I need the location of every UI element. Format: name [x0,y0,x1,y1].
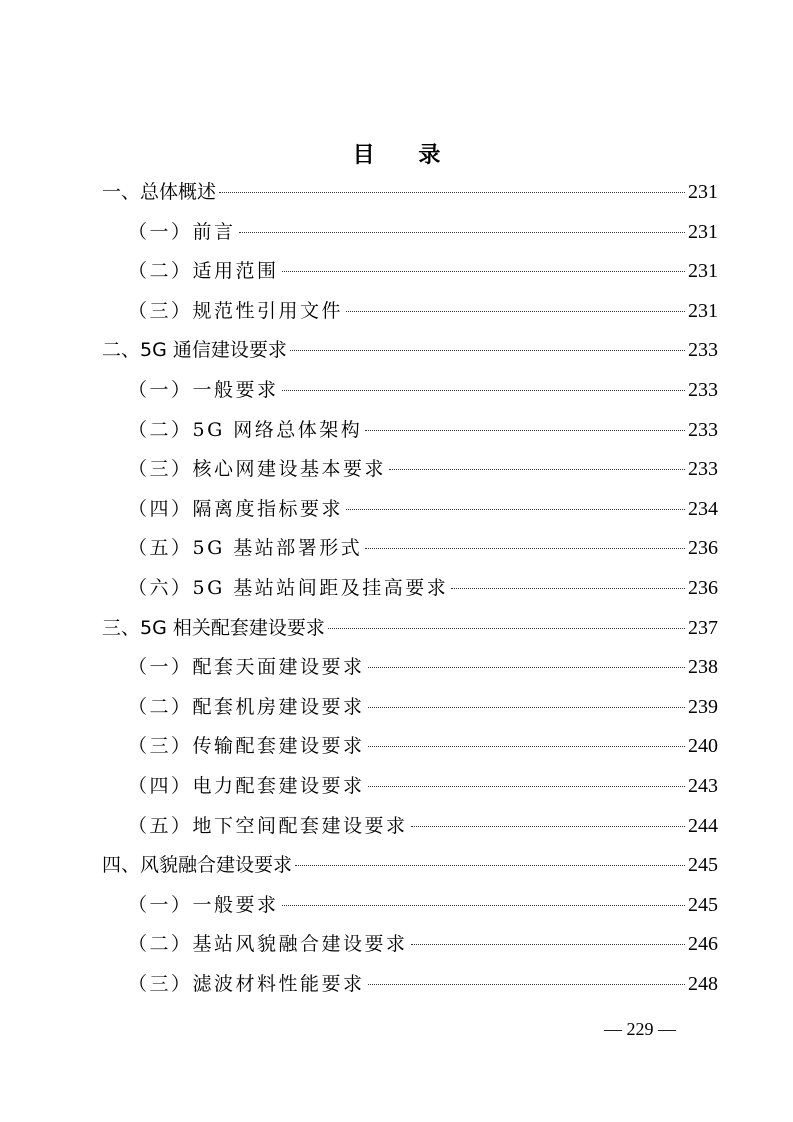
dot-leader [368,786,685,787]
toc-entry-label: （二）基站风貌融合建设要求 [128,933,408,956]
toc-title: 目 录 [352,143,459,168]
toc-subsection-entry[interactable] [102,292,718,332]
toc-entry-page: 248 [688,972,718,995]
toc-section-entry[interactable] [102,609,718,649]
toc-entry-page: 231 [688,220,718,243]
toc-subsection-entry[interactable] [102,529,718,569]
dot-leader [219,192,685,193]
toc-subsection-entry[interactable] [102,569,718,609]
toc-entry-page: 239 [688,695,718,718]
toc-entry-label: （五）地下空间配套建设要求 [128,814,408,837]
toc-subsection-entry[interactable] [102,411,718,451]
toc-entry-label: （一）一般要求 [128,893,279,916]
toc-entry-label: （四）隔离度指标要求 [128,497,344,520]
toc-subsection-entry[interactable] [102,767,718,807]
dot-leader [368,984,685,985]
toc-entry-page: 234 [688,497,718,520]
page-number: — 229 — [604,1019,676,1039]
toc-entry-label: （二）适用范围 [128,260,279,283]
dot-leader [282,271,685,272]
dot-leader [346,509,685,510]
dot-leader [290,350,685,351]
toc-entry-page: 233 [688,378,718,401]
toc-section-entry[interactable] [102,846,718,886]
toc-subsection-entry[interactable] [102,371,718,411]
toc-entry-label: 四、风貌融合建设要求 [102,854,293,877]
dot-leader [389,469,685,470]
toc-entry-label: 一、总体概述 [102,181,217,203]
toc-entry-label: （一）前言 [128,220,236,243]
dot-leader [295,865,685,866]
toc-entry-label: （三）规范性引用文件 [128,299,344,322]
toc-subsection-entry[interactable] [102,727,718,767]
dot-leader [451,588,685,589]
toc-subsection-entry[interactable] [102,450,718,490]
toc-entry-label: （二）5G 网络总体架构 [128,418,363,441]
toc-entry-page: 246 [688,933,718,956]
toc-entry-label: （一）配套天面建设要求 [128,656,365,679]
toc-entry-label: （四）电力配套建设要求 [128,774,365,797]
table-of-contents [102,173,718,1004]
dot-leader [365,430,685,431]
dot-leader [282,390,685,391]
toc-entry-page: 231 [688,299,718,322]
toc-entry-page: 245 [688,893,718,916]
dot-leader [368,746,685,747]
toc-entry-page: 231 [688,260,718,283]
dot-leader [239,232,685,233]
toc-section-entry[interactable] [102,331,718,371]
toc-entry-page: 236 [688,576,718,599]
toc-subsection-entry[interactable] [102,807,718,847]
toc-entry-label: （五）5G 基站部署形式 [128,537,363,560]
toc-entry-page: 231 [688,181,718,203]
toc-entry-label: （三）滤波材料性能要求 [128,972,365,995]
toc-entry-page: 233 [688,339,718,362]
toc-entry-label: （一）一般要求 [128,378,279,401]
toc-entry-page: 236 [688,537,718,560]
toc-entry-label: （二）配套机房建设要求 [128,695,365,718]
toc-entry-page: 240 [688,735,718,758]
toc-entry-label: 二、5G 通信建设要求 [102,339,287,362]
toc-subsection-entry[interactable] [102,252,718,292]
toc-entry-label: （六）5G 基站站间距及挂高要求 [128,576,449,599]
toc-entry-label: （三）核心网建设基本要求 [128,458,387,481]
toc-entry-page: 243 [688,774,718,797]
toc-subsection-entry[interactable] [102,688,718,728]
dot-leader [368,707,685,708]
toc-entry-page: 238 [688,656,718,679]
toc-entry-page: 245 [688,854,718,877]
toc-section-entry[interactable] [102,173,718,213]
toc-subsection-entry[interactable] [102,925,718,965]
toc-entry-page: 233 [688,418,718,441]
toc-entry-label: （三）传输配套建设要求 [128,735,365,758]
toc-subsection-entry[interactable] [102,886,718,926]
dot-leader [328,628,685,629]
dot-leader [368,667,685,668]
toc-entry-page: 237 [688,616,718,639]
dot-leader [411,944,685,945]
dot-leader [365,548,685,549]
toc-entry-page: 244 [688,814,718,837]
toc-subsection-entry[interactable] [102,490,718,530]
toc-entry-label: 三、5G 相关配套建设要求 [102,616,325,639]
toc-entry-page: 233 [688,458,718,481]
dot-leader [346,311,685,312]
toc-subsection-entry[interactable] [102,965,718,1005]
dot-leader [411,826,685,827]
toc-subsection-entry[interactable] [102,213,718,253]
toc-subsection-entry[interactable] [102,648,718,688]
dot-leader [282,905,685,906]
